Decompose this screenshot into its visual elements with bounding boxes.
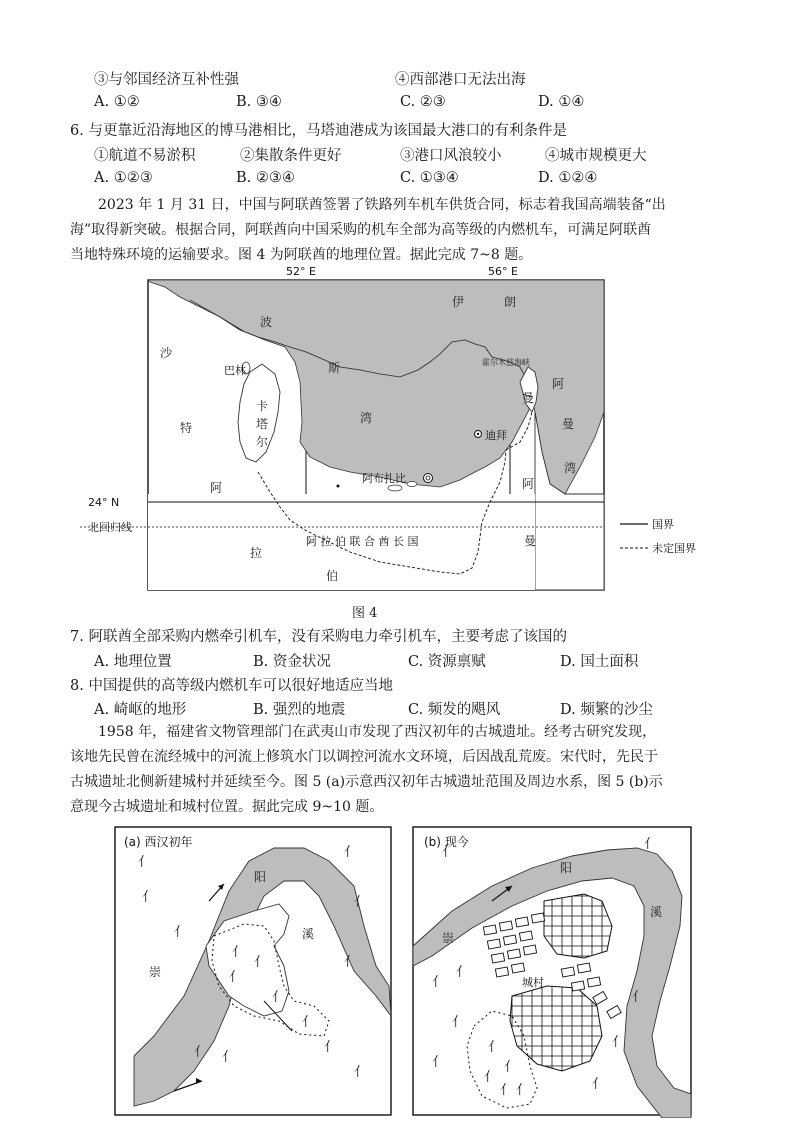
intro78-line2: 海”取得新突破。根据合同，阿联酋向中国采购的机车全部为高等级的内燃机车，可满足阿联酋 <box>70 222 652 238</box>
svg-text:⺅: ⺅ <box>324 1040 338 1055</box>
oman-char-1: 阿 <box>522 477 535 491</box>
q6-opt-1: ①航道不易淤积 <box>94 148 196 164</box>
svg-text:⺅: ⺅ <box>632 990 646 1005</box>
intro910-line4: 意现今古城遗址和城村位置。据此完成 9~10 题。 <box>70 799 384 815</box>
fig5a-river-char-3: 溪 <box>302 927 315 941</box>
svg-text:⺅: ⺅ <box>516 1083 530 1098</box>
svg-text:⺅: ⺅ <box>456 965 470 980</box>
oman-gulf-char-2: 曼 <box>562 417 575 431</box>
q6-choice-a: A. ①②③ <box>94 170 153 186</box>
intro78-line3: 当地特殊环境的运输要求。图 4 为阿联酋的地理位置。据此完成 7~8 题。 <box>70 247 533 263</box>
abudhabi-marker <box>424 474 433 483</box>
svg-text:⺅: ⺅ <box>138 855 152 870</box>
village-label: 城村 <box>522 976 544 989</box>
svg-text:⺅: ⺅ <box>272 990 286 1005</box>
q8-choice-a: A. 崎岖的地形 <box>94 702 187 718</box>
svg-text:⺅: ⺅ <box>174 925 188 940</box>
q6-opt-2: ②集散条件更好 <box>240 148 342 164</box>
fig5a-river-char-1: 崇 <box>149 965 162 979</box>
gulf-char-1: 波 <box>260 315 273 329</box>
lon-56-label: 56° E <box>488 265 518 278</box>
intro910-line3: 古城遗址北侧新建城村并延续至今。图 5 (a)示意西汉初年古城遗址范围及周边水系，图 5 (b)示 <box>70 774 663 790</box>
legend-undefined-label: 未定国界 <box>652 542 696 555</box>
iran-char-1: 伊 <box>452 295 465 309</box>
oman-gulf-char-1: 阿 <box>552 377 565 391</box>
svg-text:⺅: ⺅ <box>354 1065 368 1080</box>
qatar-char-1: 卡 <box>256 399 269 413</box>
fig5b-river-char-2: 阳 <box>560 861 573 875</box>
q5-choice-c: C. ②③ <box>400 94 446 110</box>
svg-text:⺅: ⺅ <box>344 955 358 970</box>
q5-choice-d: D. ①④ <box>538 94 585 110</box>
q7-choice-c: C. 资源禀赋 <box>408 654 486 670</box>
fig5a-title: (a) 西汉初年 <box>124 835 193 849</box>
svg-text:⺅: ⺅ <box>432 1055 446 1070</box>
oman-char-3: 曼 <box>524 534 537 548</box>
q8-choice-b: B. 强烈的地震 <box>253 702 346 718</box>
lat-24-label: 24° N <box>88 496 120 509</box>
svg-text:⺅: ⺅ <box>254 955 268 970</box>
intro910-line2: 该地先民曾在流经城中的河流上修筑水门以调控河流水文环境，后因战乱荒废。宋代时，先民于 <box>70 749 658 765</box>
arabia-char-2: 拉 <box>250 546 263 560</box>
q7-choice-b: B. 资金状况 <box>253 654 331 670</box>
lon-52-label: 52° E <box>286 265 316 278</box>
fig5b-title: (b) 现今 <box>424 835 469 849</box>
svg-text:⺅: ⺅ <box>302 1015 316 1030</box>
saudi-char-1: 沙 <box>160 346 173 360</box>
q6-opt-4: ④城市规模更大 <box>545 148 647 164</box>
qatar-char-2: 塔 <box>256 417 269 431</box>
figure4-uae-map <box>80 262 720 602</box>
svg-text:⺅: ⺅ <box>232 945 246 960</box>
figure5a-map <box>114 826 394 1118</box>
q7-choice-a: A. 地理位置 <box>94 654 172 670</box>
oman-gulf-char-3: 湾 <box>564 461 577 475</box>
q5-option-3: ③与邻国经济互补性强 <box>94 72 239 88</box>
svg-text:⺅: ⺅ <box>344 845 358 860</box>
svg-text:⺅: ⺅ <box>442 845 456 860</box>
island-2 <box>407 482 417 487</box>
q8-stem: 8. 中国提供的高等级内燃机车可以很好地适应当地 <box>70 678 393 694</box>
hormuz-label: 霍尔木兹海峡 <box>482 358 530 367</box>
ruins-grid-upper <box>544 894 612 958</box>
svg-text:⺅: ⺅ <box>229 970 243 985</box>
q8-choice-d: D. 频繁的沙尘 <box>560 702 653 718</box>
gulf-char-2: 斯 <box>328 361 341 375</box>
svg-text:⺅: ⺅ <box>354 895 368 910</box>
iran-char-2: 朗 <box>504 295 517 309</box>
coast-town-marker <box>337 485 340 488</box>
bahrain-label: 巴林 <box>224 364 246 377</box>
fig5a-river-char-2: 阳 <box>254 870 267 884</box>
fig5b-river-char-3: 溪 <box>650 905 663 919</box>
svg-text:⺅: ⺅ <box>592 1077 606 1092</box>
q7-stem: 7. 阿联酋全部采购内燃牵引机车，没有采购电力牵引机车，主要考虑了该国的 <box>70 629 567 645</box>
q8-choice-c: C. 频发的飓风 <box>408 702 501 718</box>
tropic-label: 北回归线 <box>88 521 132 534</box>
uae-label: 阿 拉 伯 联 合 酋 长 国 <box>306 535 419 548</box>
arabia-char-3: 伯 <box>326 569 339 583</box>
svg-text:⺅: ⺅ <box>612 1035 626 1050</box>
figure4-caption: 图 4 <box>352 606 378 621</box>
arabia-char-1: 阿 <box>210 481 223 495</box>
q6-opt-3: ③港口风浪较小 <box>400 148 502 164</box>
q7-choice-d: D. 国土面积 <box>560 654 639 670</box>
svg-text:⺅: ⺅ <box>500 1083 514 1098</box>
svg-text:⺅: ⺅ <box>142 890 156 905</box>
saudi-char-2: 特 <box>180 421 193 435</box>
svg-text:⺅: ⺅ <box>194 1045 208 1060</box>
oman-char-2: 曼 <box>522 391 535 405</box>
abudhabi-label: 阿布扎比 <box>362 472 406 485</box>
q6-choice-d: D. ①②④ <box>538 170 598 186</box>
q6-choice-c: C. ①③④ <box>400 170 459 186</box>
legend-border-label: 国界 <box>652 518 674 531</box>
q5-option-4: ④西部港口无法出海 <box>395 72 526 88</box>
svg-text:⺅: ⺅ <box>452 1015 466 1030</box>
dubai-label: 迪拜 <box>485 429 507 442</box>
svg-text:⺅: ⺅ <box>644 837 658 852</box>
island-1 <box>388 485 402 491</box>
svg-text:⺅: ⺅ <box>222 1050 236 1065</box>
svg-text:⺅: ⺅ <box>484 1070 498 1085</box>
q6-stem: 6. 与更靠近沿海地区的博马港相比，马塔迪港成为该国最大港口的有利条件是 <box>70 123 567 139</box>
fig5b-river-char-1: 崇 <box>442 931 455 945</box>
svg-text:⺅: ⺅ <box>488 1040 502 1055</box>
q5-choice-b: B. ③④ <box>236 94 282 110</box>
q5-choice-a: A. ①② <box>94 94 140 110</box>
q6-choice-b: B. ②③④ <box>236 170 295 186</box>
intro910-line1: 1958 年，福建省文物管理部门在武夷山市发现了西汉初年的古城遗址。经考古研究发现， <box>98 724 657 740</box>
intro78-line1: 2023 年 1 月 31 日，中国与阿联酋签署了铁路列车机车供货合同，标志着我国高端装备“出 <box>98 197 666 213</box>
svg-text:⺅: ⺅ <box>504 1060 518 1075</box>
svg-text:⺅: ⺅ <box>432 975 446 990</box>
qatar-char-3: 尔 <box>256 435 269 449</box>
gulf-char-3: 湾 <box>360 411 373 425</box>
figure5b-map <box>412 826 694 1118</box>
